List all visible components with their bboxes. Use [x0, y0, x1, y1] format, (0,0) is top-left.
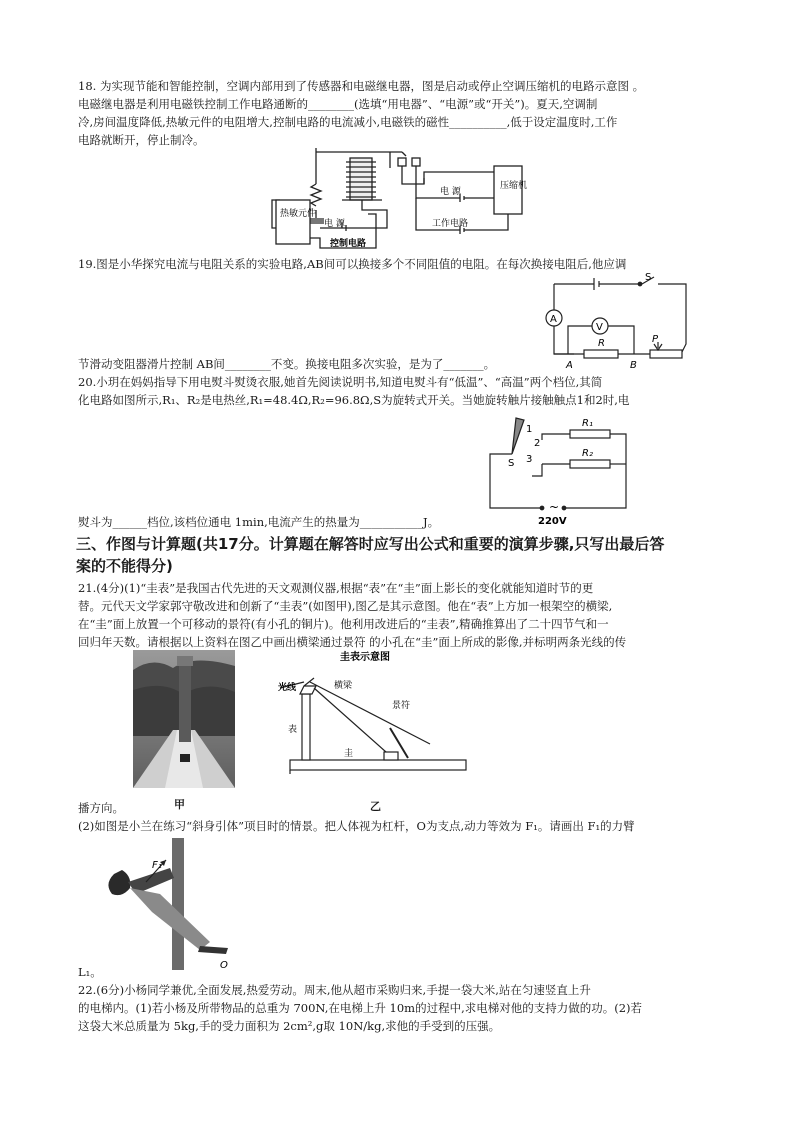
- q18-line4: 电路就断开，停止制冷。: [78, 133, 205, 147]
- light-label: 光线: [278, 683, 297, 693]
- thermistor-box: [276, 200, 310, 244]
- iron-circuit-diagram: [486, 414, 636, 526]
- pole: [172, 838, 184, 970]
- q21-line2: 替。元代天文学家郭守敬改进和创新了“圭表”(如图甲),图乙是其示意图。他在“表”上方加一根架空的横梁,: [78, 599, 613, 613]
- pivot-label: O: [220, 960, 228, 971]
- schematic-title: 圭表示意图: [340, 652, 390, 663]
- work-circuit-label: 工作电路: [432, 219, 469, 229]
- beam: [304, 678, 314, 686]
- beam-label: 横梁: [334, 681, 353, 691]
- resistor-label: R: [598, 338, 605, 349]
- r2-label: R₂: [582, 448, 593, 459]
- contact-3-label: 3: [526, 454, 533, 465]
- spring-icon: [311, 184, 321, 206]
- biao-label: 表: [288, 725, 298, 735]
- guibiao-schematic: [274, 648, 474, 776]
- foot: [198, 946, 228, 954]
- q21-line3: 在“圭”面上放置一个可移动的景符(有小孔的铜片)。他利用改进后的“圭表”,精确推算出了二十四节气和一: [78, 617, 609, 631]
- control-circuit-label: 控制电路: [330, 239, 367, 249]
- caption-yi: 乙: [370, 800, 381, 813]
- section-heading-line2: 案的不能得分): [76, 557, 173, 575]
- q22-line2: 的电梯内。(1)若小杨及所带物品的总重为 700N,在电梯上升 10m的过程中,求电梯对他的支持力做的功。(2)若: [78, 1001, 643, 1015]
- q19-line2: 节滑动变阻器滑片控制 AB间________不变。换接电阻多次实验，是为了_______。: [78, 357, 496, 371]
- work-power-label: 电 源: [440, 187, 461, 197]
- q21-line4: 回归年天数。请根据以上资料在图乙中画出横梁通过景符 的小孔在“圭”面上所成的影像,并标明两条光线的传: [78, 635, 627, 649]
- q21-line1: 21.(4分)(1)“圭表”是我国古代先进的天文观测仪器,根据“表”在“圭”面上影长的变化就能知道时节的更: [78, 581, 594, 595]
- rotary-switch-label: S: [508, 458, 515, 469]
- r1-icon: [570, 430, 610, 438]
- q21-line5: 播方向。: [78, 801, 124, 815]
- guibiao-photo: [133, 650, 235, 788]
- q21-part2-line2: L₁。: [78, 965, 102, 979]
- q20-line2: 化电路如图所示,R₁、R₂是电热丝,R₁=48.4Ω,R₂=96.8Ω,S为旋转式开关。当她旋转触片接触触点1和2时,电: [78, 393, 630, 407]
- rheostat-icon: [650, 350, 682, 358]
- ammeter-label: A: [550, 314, 557, 325]
- point-a-label: A: [566, 360, 573, 371]
- rotary-switch-icon: [512, 418, 524, 454]
- contact-2-label: 2: [534, 438, 541, 449]
- electromagnet-icon: [350, 158, 372, 200]
- contact-1-label: 1: [526, 424, 533, 435]
- thermistor-label: 热敏元件: [280, 209, 317, 219]
- q22-line1: 22.(6分)小杨同学兼优,全面发展,热爱劳动。周末,他从超市采购归来,手提一袋大米,站在匀速竖直上升: [78, 983, 591, 997]
- q21-part2-line1: (2)如图是小兰在练习“斜身引体”项目时的情景。把人体视为杠杆，O为支点,动力等效为 F₁。请画出 F₁的力臂: [78, 819, 635, 833]
- voltmeter-label: V: [596, 322, 603, 333]
- relay-circuit-diagram: [272, 144, 532, 250]
- q18-line3: 冷,房间温度降低,热敏元件的电阻增大,控制电路的电流减小,电磁铁的磁性__________,低于设定温度时,工作: [78, 115, 618, 129]
- voltage-label: 220V: [538, 516, 567, 527]
- compressor-label: 压缩机: [500, 181, 528, 191]
- gui-label: 圭: [344, 749, 354, 759]
- f1-label: F₁: [152, 860, 162, 871]
- rheostat-label: P: [652, 334, 659, 345]
- control-power-label: 电 源: [324, 219, 345, 229]
- point-b-label: B: [630, 360, 637, 371]
- body-lever-figure: [100, 838, 240, 970]
- biao-pillar: [302, 694, 310, 760]
- caption-jia: 甲: [174, 798, 185, 811]
- jingfu-label: 景符: [392, 701, 411, 711]
- q18-line2: 电磁继电器是利用电磁铁控制工作电路通断的________(选填“用电器”、“电源”或“开关”)。夏天,空调制: [78, 97, 598, 111]
- q19-line1: 19.图是小华探究电流与电阻关系的实验电路,AB间可以换接多个不同阻值的电阻。在每次换接电阻后,他应调: [78, 257, 627, 271]
- section-heading-line1: 三、作图与计算题(共17分。计算题在解答时应写出公式和重要的演算步骤,只写出最后答: [76, 535, 665, 553]
- q18-line1: 18. 为实现节能和智能控制，空调内部用到了传感器和电磁继电器，图是启动或停止空调压缩机的电路示意图 。: [78, 79, 645, 93]
- q22-line3: 这袋大米总质量为 5kg,手的受力面积为 2cm²,g取 10N/kg,求他的手受到的压强。: [78, 1019, 501, 1033]
- r2-icon: [570, 460, 610, 468]
- current-resistance-circuit: [546, 272, 696, 371]
- ac-symbol: ~: [549, 500, 560, 514]
- torso-legs: [130, 888, 210, 950]
- r1-label: R₁: [582, 418, 593, 429]
- q20-line1: 20.小玥在妈妈指导下用电熨斗熨烫衣服,她首先阅读说明书,知道电熨斗有“低温”、“高温”两个档位,其简: [78, 375, 603, 389]
- head: [108, 870, 130, 895]
- q20-line3: 熨斗为______档位,该档位通电 1min,电流产生的热量为___________J。: [78, 515, 440, 529]
- resistor-icon: [584, 350, 618, 358]
- gui-base: [290, 760, 466, 770]
- switch-label: S: [645, 272, 652, 283]
